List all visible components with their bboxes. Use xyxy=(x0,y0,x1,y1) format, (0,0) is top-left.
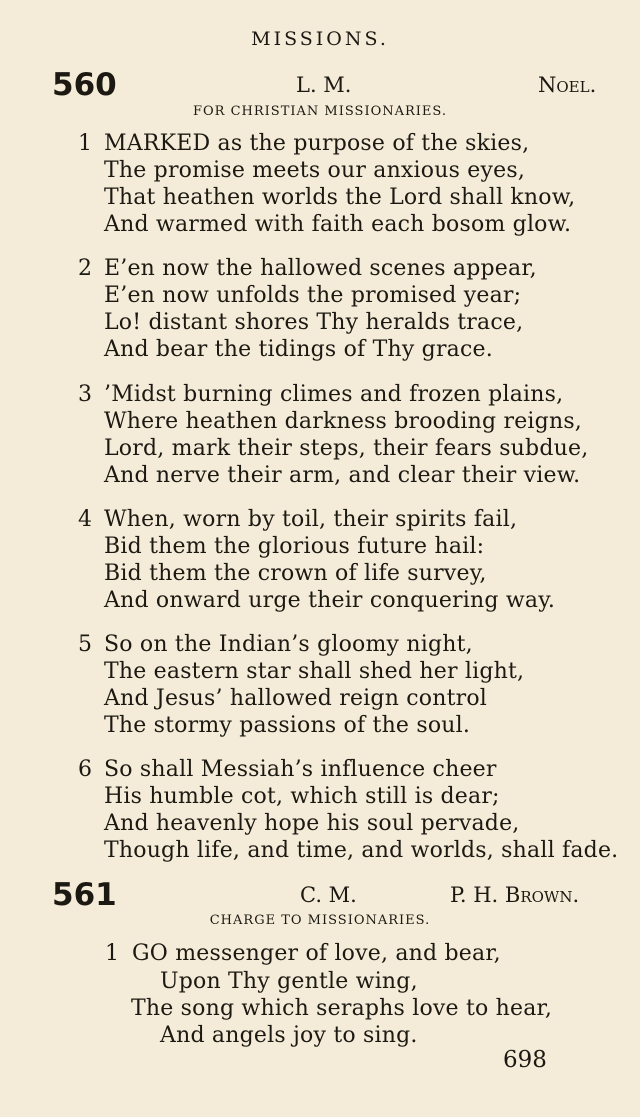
verse-line: So on the Indian’s gloomy night, xyxy=(104,632,473,657)
verse-line: And nerve their arm, and clear their view. xyxy=(104,463,581,488)
hymn-subtitle: FOR CHRISTIAN MISSIONARIES. xyxy=(193,104,447,119)
running-head: MISSIONS. xyxy=(251,28,389,50)
verse-line: And heavenly hope his soul pervade, xyxy=(104,811,520,836)
verse-line: MARKED as the purpose of the skies, xyxy=(104,131,530,156)
verse-line: So shall Messiah’s influence cheer xyxy=(104,757,497,782)
verse-line: Lord, mark their steps, their fears subdue, xyxy=(104,436,589,461)
verse-line: The promise meets our anxious eyes, xyxy=(104,158,526,183)
hymn-tune: Noel. xyxy=(538,73,597,97)
verse-line: That heathen worlds the Lord shall know, xyxy=(104,185,576,210)
page-number: 698 xyxy=(503,1047,547,1073)
verse-line: GO messenger of love, and bear, xyxy=(132,941,501,966)
verse-line: And warmed with faith each bosom glow. xyxy=(104,212,572,237)
hymn-number: 561 xyxy=(52,877,117,913)
verse-number: 2 xyxy=(78,256,92,281)
verse-line: Lo! distant shores Thy heralds trace, xyxy=(104,310,524,335)
verse-line: Upon Thy gentle wing, xyxy=(160,969,418,994)
verse-number: 3 xyxy=(78,382,92,407)
verse-number: 1 xyxy=(105,941,119,966)
verse-number: 6 xyxy=(78,757,92,782)
verse-line: And angels joy to sing. xyxy=(160,1023,418,1048)
verse-number: 4 xyxy=(78,507,92,532)
verse-line: Where heathen darkness brooding reigns, xyxy=(104,409,582,434)
hymn-tune: P. H. Brown. xyxy=(450,883,580,907)
verse-line: Though life, and time, and worlds, shall fade. xyxy=(104,838,619,863)
hymn-meter: L. M. xyxy=(296,73,352,97)
verse-line: His humble cot, which still is dear; xyxy=(104,784,500,809)
verse-line: The song which seraphs love to hear, xyxy=(131,996,553,1021)
hymn-meter: C. M. xyxy=(300,883,357,907)
hymn-subtitle: CHARGE TO MISSIONARIES. xyxy=(209,913,431,928)
verse-line: Bid them the glorious future hail: xyxy=(104,534,485,559)
verse-line: E’en now unfolds the promised year; xyxy=(104,283,522,308)
verse-line: Bid them the crown of life survey, xyxy=(104,561,487,586)
verse-number: 1 xyxy=(78,131,92,156)
verse-line: And bear the tidings of Thy grace. xyxy=(104,337,493,362)
verse-line: When, worn by toil, their spirits fail, xyxy=(104,507,518,532)
verse-line: ’Midst burning climes and frozen plains, xyxy=(104,382,564,407)
verse-line: E’en now the hallowed scenes appear, xyxy=(104,256,537,281)
verse-line: The stormy passions of the soul. xyxy=(104,713,471,738)
verse-number: 5 xyxy=(78,632,92,657)
verse-line: And onward urge their conquering way. xyxy=(104,588,556,613)
hymn-number: 560 xyxy=(52,67,117,103)
verse-line: And Jesus’ hallowed reign control xyxy=(104,686,488,711)
verse-line: The eastern star shall shed her light, xyxy=(104,659,525,684)
